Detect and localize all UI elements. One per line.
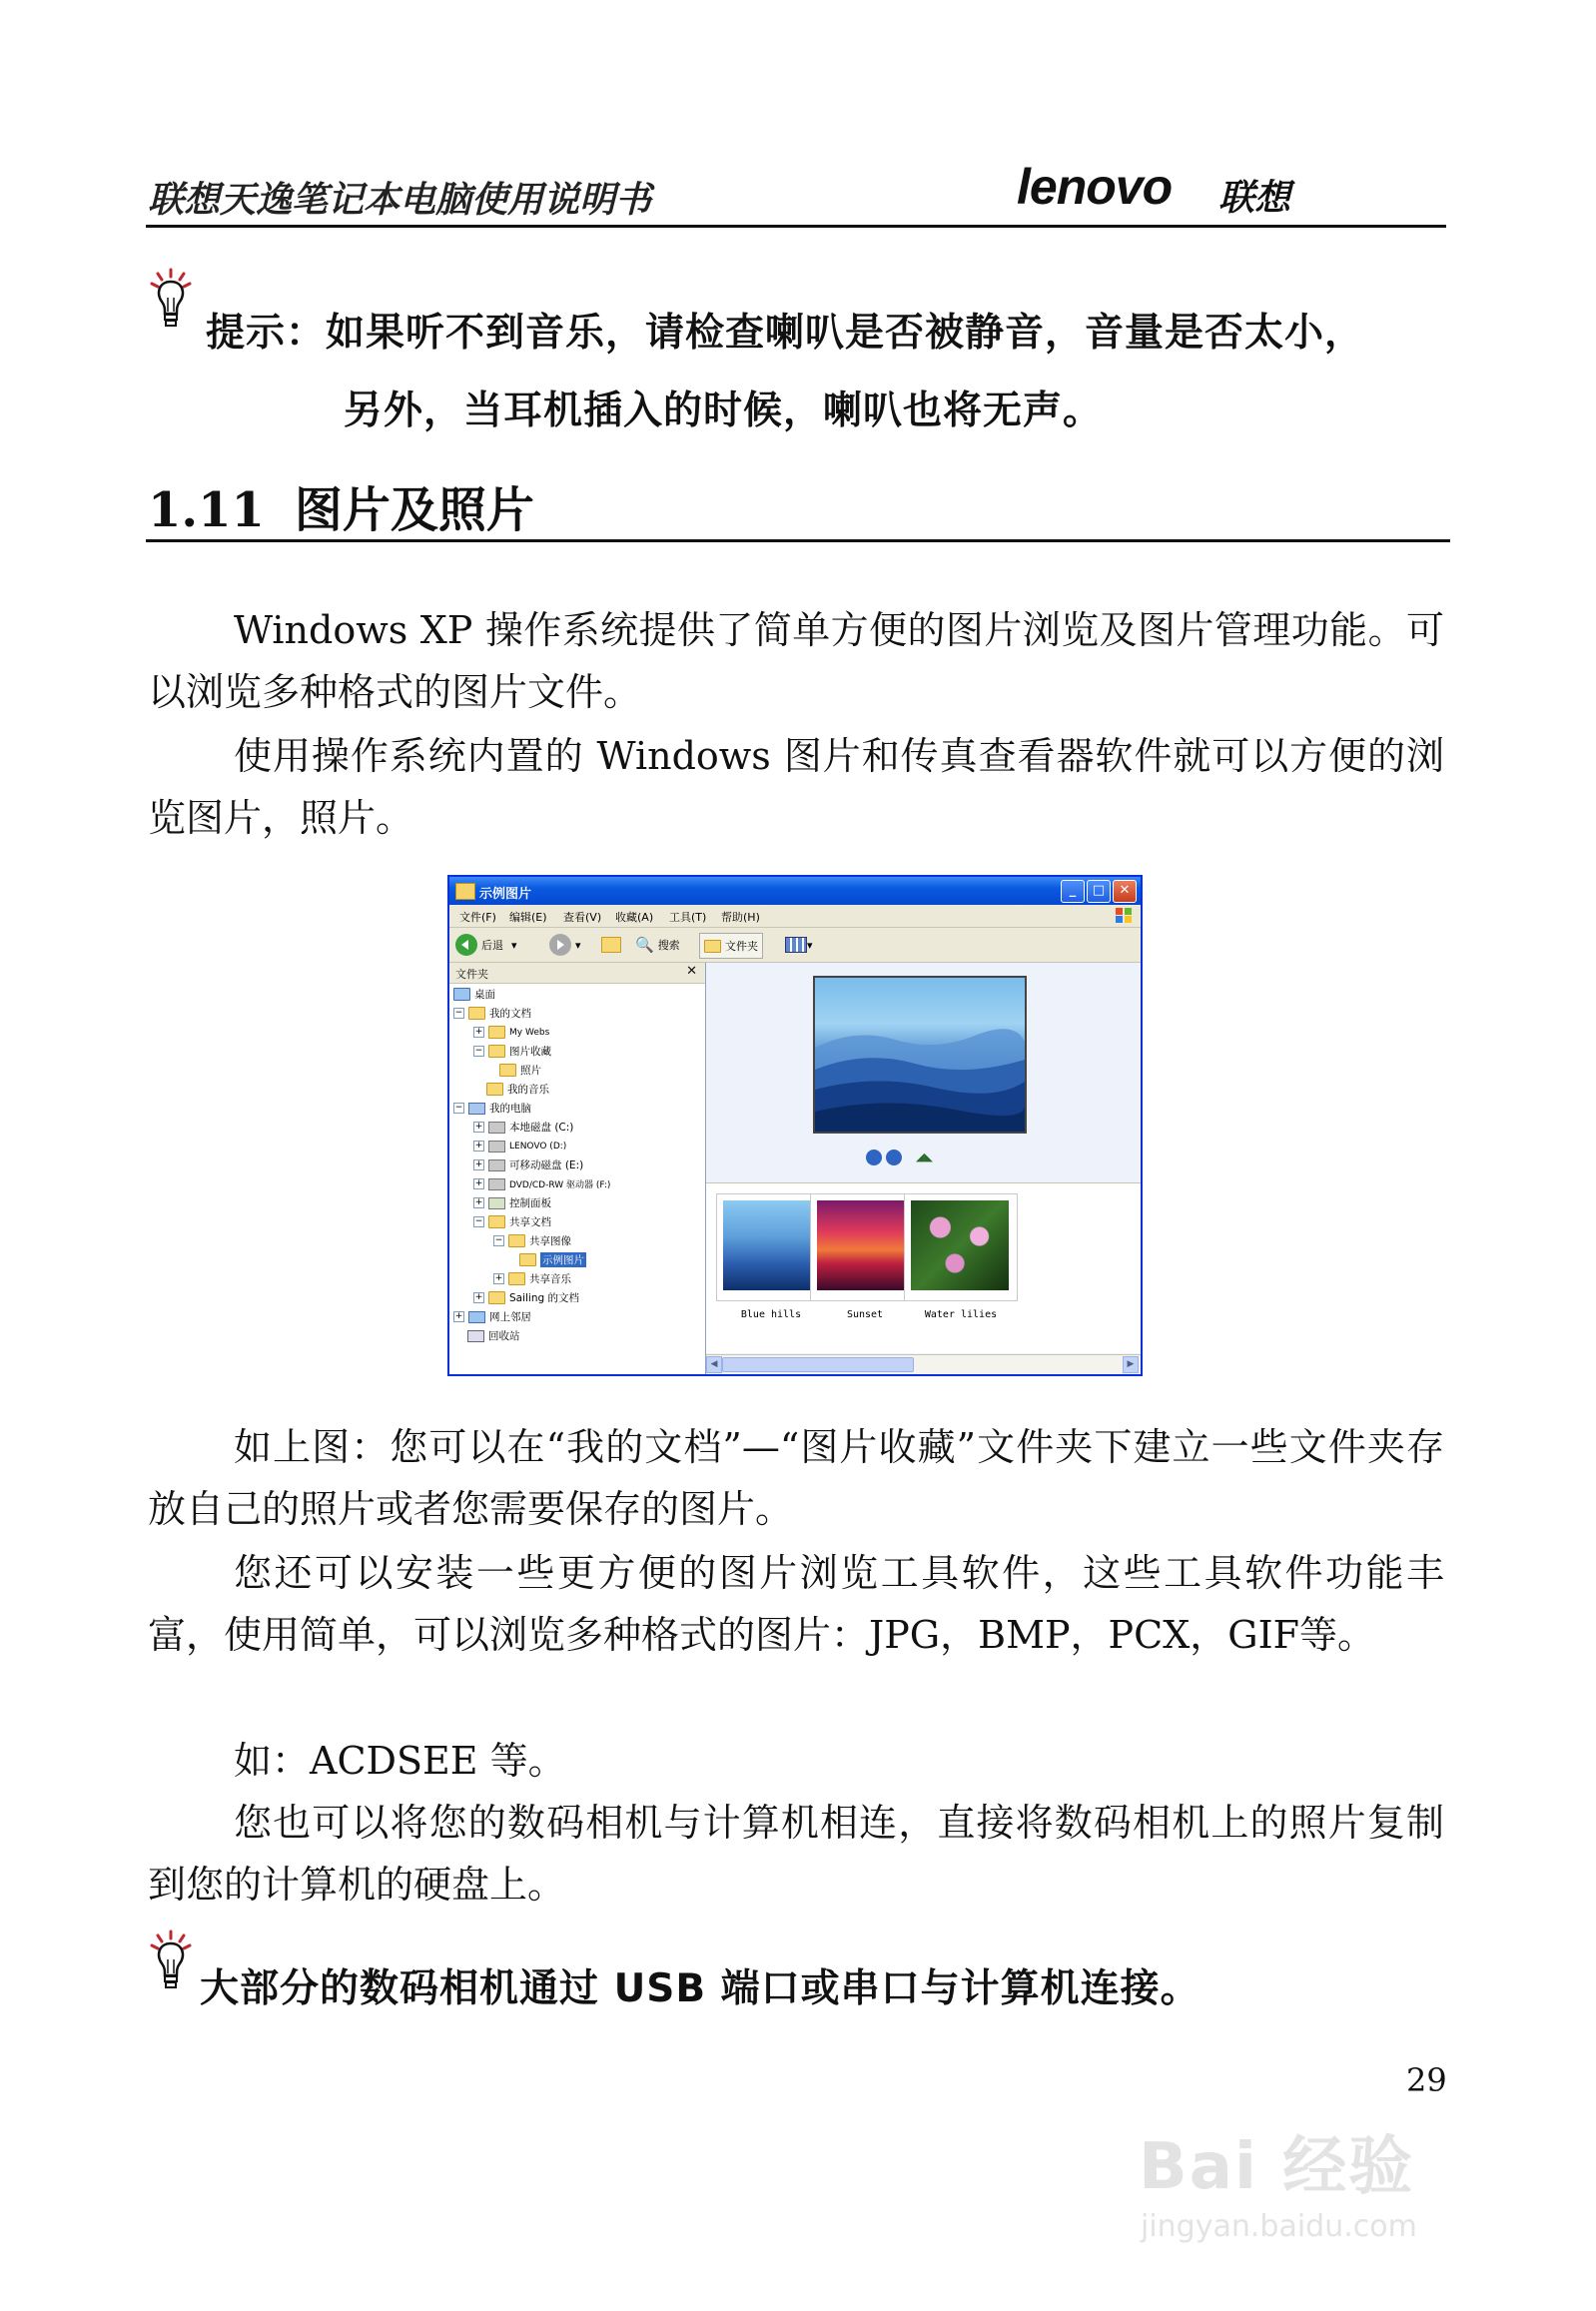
tree-item[interactable]: + 网上邻居: [454, 1311, 531, 1323]
tree-item[interactable]: + 可移动磁盘 (E:): [474, 1159, 584, 1171]
explorer-screenshot: [447, 875, 1143, 1376]
folders-label: 文件夹: [725, 940, 758, 953]
image-preview-pane: [706, 963, 1141, 1374]
forward-button[interactable]: ▾: [549, 933, 581, 957]
filmstrip: [706, 1182, 1141, 1353]
thumbnail-water-lilies[interactable]: [904, 1193, 1018, 1301]
window-title: 示例图片: [479, 887, 532, 902]
thumbnail-caption: Blue hills: [740, 1309, 802, 1320]
lightbulb-icon: [148, 268, 194, 330]
folders-pane-label: 文件夹: [455, 968, 488, 981]
rotate-icon[interactable]: ◢◣: [916, 1151, 933, 1163]
close-button[interactable]: ✕: [1113, 880, 1137, 903]
up-folder-icon: [601, 937, 621, 953]
back-label: 后退: [481, 939, 503, 952]
up-folder-button[interactable]: [601, 933, 625, 957]
paragraph: 您也可以将您的数码相机与计算机相连，直接将数码相机上的照片复制到您的计算机的硬盘上。: [148, 1801, 1444, 1907]
blue-hills-image: [815, 978, 1025, 1132]
tree-item[interactable]: + My Webs: [474, 1027, 550, 1038]
lenovo-logo-cn: 联想: [1218, 178, 1291, 219]
header-rule: [146, 225, 1446, 228]
menu-help[interactable]: 帮助(H): [721, 911, 760, 924]
folders-icon: [704, 940, 721, 953]
tree-item[interactable]: 桌面: [453, 985, 495, 1004]
paragraph: 如上图：您可以在“我的文档”—“图片收藏”文件夹下建立一些文件夹存放自己的照片或者您需要保存的图片。: [148, 1425, 1444, 1531]
back-button[interactable]: 后退 ▾: [455, 933, 517, 957]
header-title: 联想天逸笔记本电脑使用说明书: [148, 180, 652, 221]
forward-arrow-icon: [549, 934, 571, 956]
tree-item[interactable]: + DVD/CD-RW 驱动器 (F:): [474, 1178, 611, 1190]
lightbulb-icon: [148, 1929, 194, 1991]
tip-line-1: 提示：如果听不到音乐，请检查喇叭是否被静音，音量是否太小，: [206, 311, 1365, 356]
section-heading: [148, 471, 534, 540]
folders-pane: [449, 963, 706, 1374]
toolbar: [449, 928, 1141, 963]
close-pane-icon[interactable]: ✕: [686, 964, 697, 979]
tree-item[interactable]: 我的音乐: [486, 1080, 549, 1099]
tree-item[interactable]: + 共享音乐: [494, 1273, 571, 1285]
folders-button[interactable]: [699, 933, 763, 959]
tree-item[interactable]: − 我的文档: [454, 1008, 531, 1020]
thumbnail-caption: Water lilies: [924, 1309, 998, 1320]
menu-view[interactable]: 查看(V): [563, 911, 602, 924]
menu-edit[interactable]: 编辑(E): [509, 911, 547, 924]
folder-icon: [455, 883, 475, 900]
previous-image-button[interactable]: [866, 1150, 882, 1165]
paragraph: 您还可以安装一些更方便的图片浏览工具软件，这些工具软件功能丰富，使用简单，可以浏览多种格式的图片：JPG，BMP，PCX，GIF等。: [148, 1551, 1444, 1657]
menu-favorites[interactable]: 收藏(A): [615, 911, 654, 924]
paragraph: 如：ACDSEE 等。: [234, 1739, 566, 1783]
maximize-button[interactable]: □: [1087, 880, 1111, 903]
tree-item[interactable]: − 共享文档: [474, 1216, 551, 1228]
folders-pane-header: [449, 963, 705, 984]
tree-item[interactable]: − 我的电脑: [454, 1103, 531, 1115]
tree-item[interactable]: 回收站: [467, 1326, 520, 1345]
minimize-button[interactable]: _: [1061, 880, 1085, 903]
window-titlebar: [449, 877, 1141, 905]
paragraph: Windows XP 操作系统提供了简单方便的图片浏览及图片管理功能。可以浏览多种格式的图片文件。: [148, 608, 1444, 714]
search-icon: 🔍: [635, 936, 654, 954]
views-icon: [785, 937, 807, 953]
windows-flag-icon: [1115, 907, 1133, 924]
baidu-watermark: Bai 经验: [1139, 2130, 1415, 2204]
lenovo-logo: lenovo: [1017, 159, 1173, 215]
tree-item[interactable]: + 控制面板: [474, 1197, 551, 1209]
section-title: 图片及照片: [294, 482, 534, 538]
section-rule: [146, 539, 1450, 542]
paragraph: 使用操作系统内置的 Windows 图片和传真查看器软件就可以方便的浏览图片，照片。: [148, 734, 1444, 840]
tree-item[interactable]: 照片: [499, 1061, 541, 1080]
tree-item[interactable]: + 本地磁盘 (C:): [474, 1122, 574, 1134]
views-button[interactable]: ▾: [785, 933, 813, 957]
tree-item[interactable]: + Sailing 的文档: [474, 1292, 580, 1304]
tip-line-2: 另外，当耳机插入的时候，喇叭也将无声。: [344, 388, 1104, 433]
horizontal-scrollbar[interactable]: ◀ ▶: [706, 1354, 1141, 1373]
tree-item[interactable]: − 共享图像: [494, 1235, 571, 1247]
next-image-button[interactable]: [886, 1150, 902, 1165]
thumbnail-caption: Sunset: [846, 1309, 884, 1320]
tip-usb: 大部分的数码相机通过 USB 端口或串口与计算机连接。: [200, 1966, 1200, 2011]
section-number: 1.11: [148, 482, 265, 538]
menu-tools[interactable]: 工具(T): [669, 911, 707, 924]
tree-item-selected[interactable]: 示例图片: [519, 1250, 586, 1269]
search-label: 搜索: [657, 939, 680, 952]
search-button[interactable]: [635, 933, 680, 957]
tree-item[interactable]: + LENOVO (D:): [474, 1141, 567, 1152]
page-number: 29: [1406, 2061, 1447, 2099]
image-preview: [813, 976, 1027, 1134]
menu-file[interactable]: 文件(F): [459, 911, 496, 924]
menu-bar: [449, 905, 1141, 928]
baidu-watermark-url: jingyan.baidu.com: [1141, 2209, 1417, 2244]
tree-item[interactable]: − 图片收藏: [474, 1046, 551, 1058]
back-arrow-icon: [455, 934, 477, 956]
